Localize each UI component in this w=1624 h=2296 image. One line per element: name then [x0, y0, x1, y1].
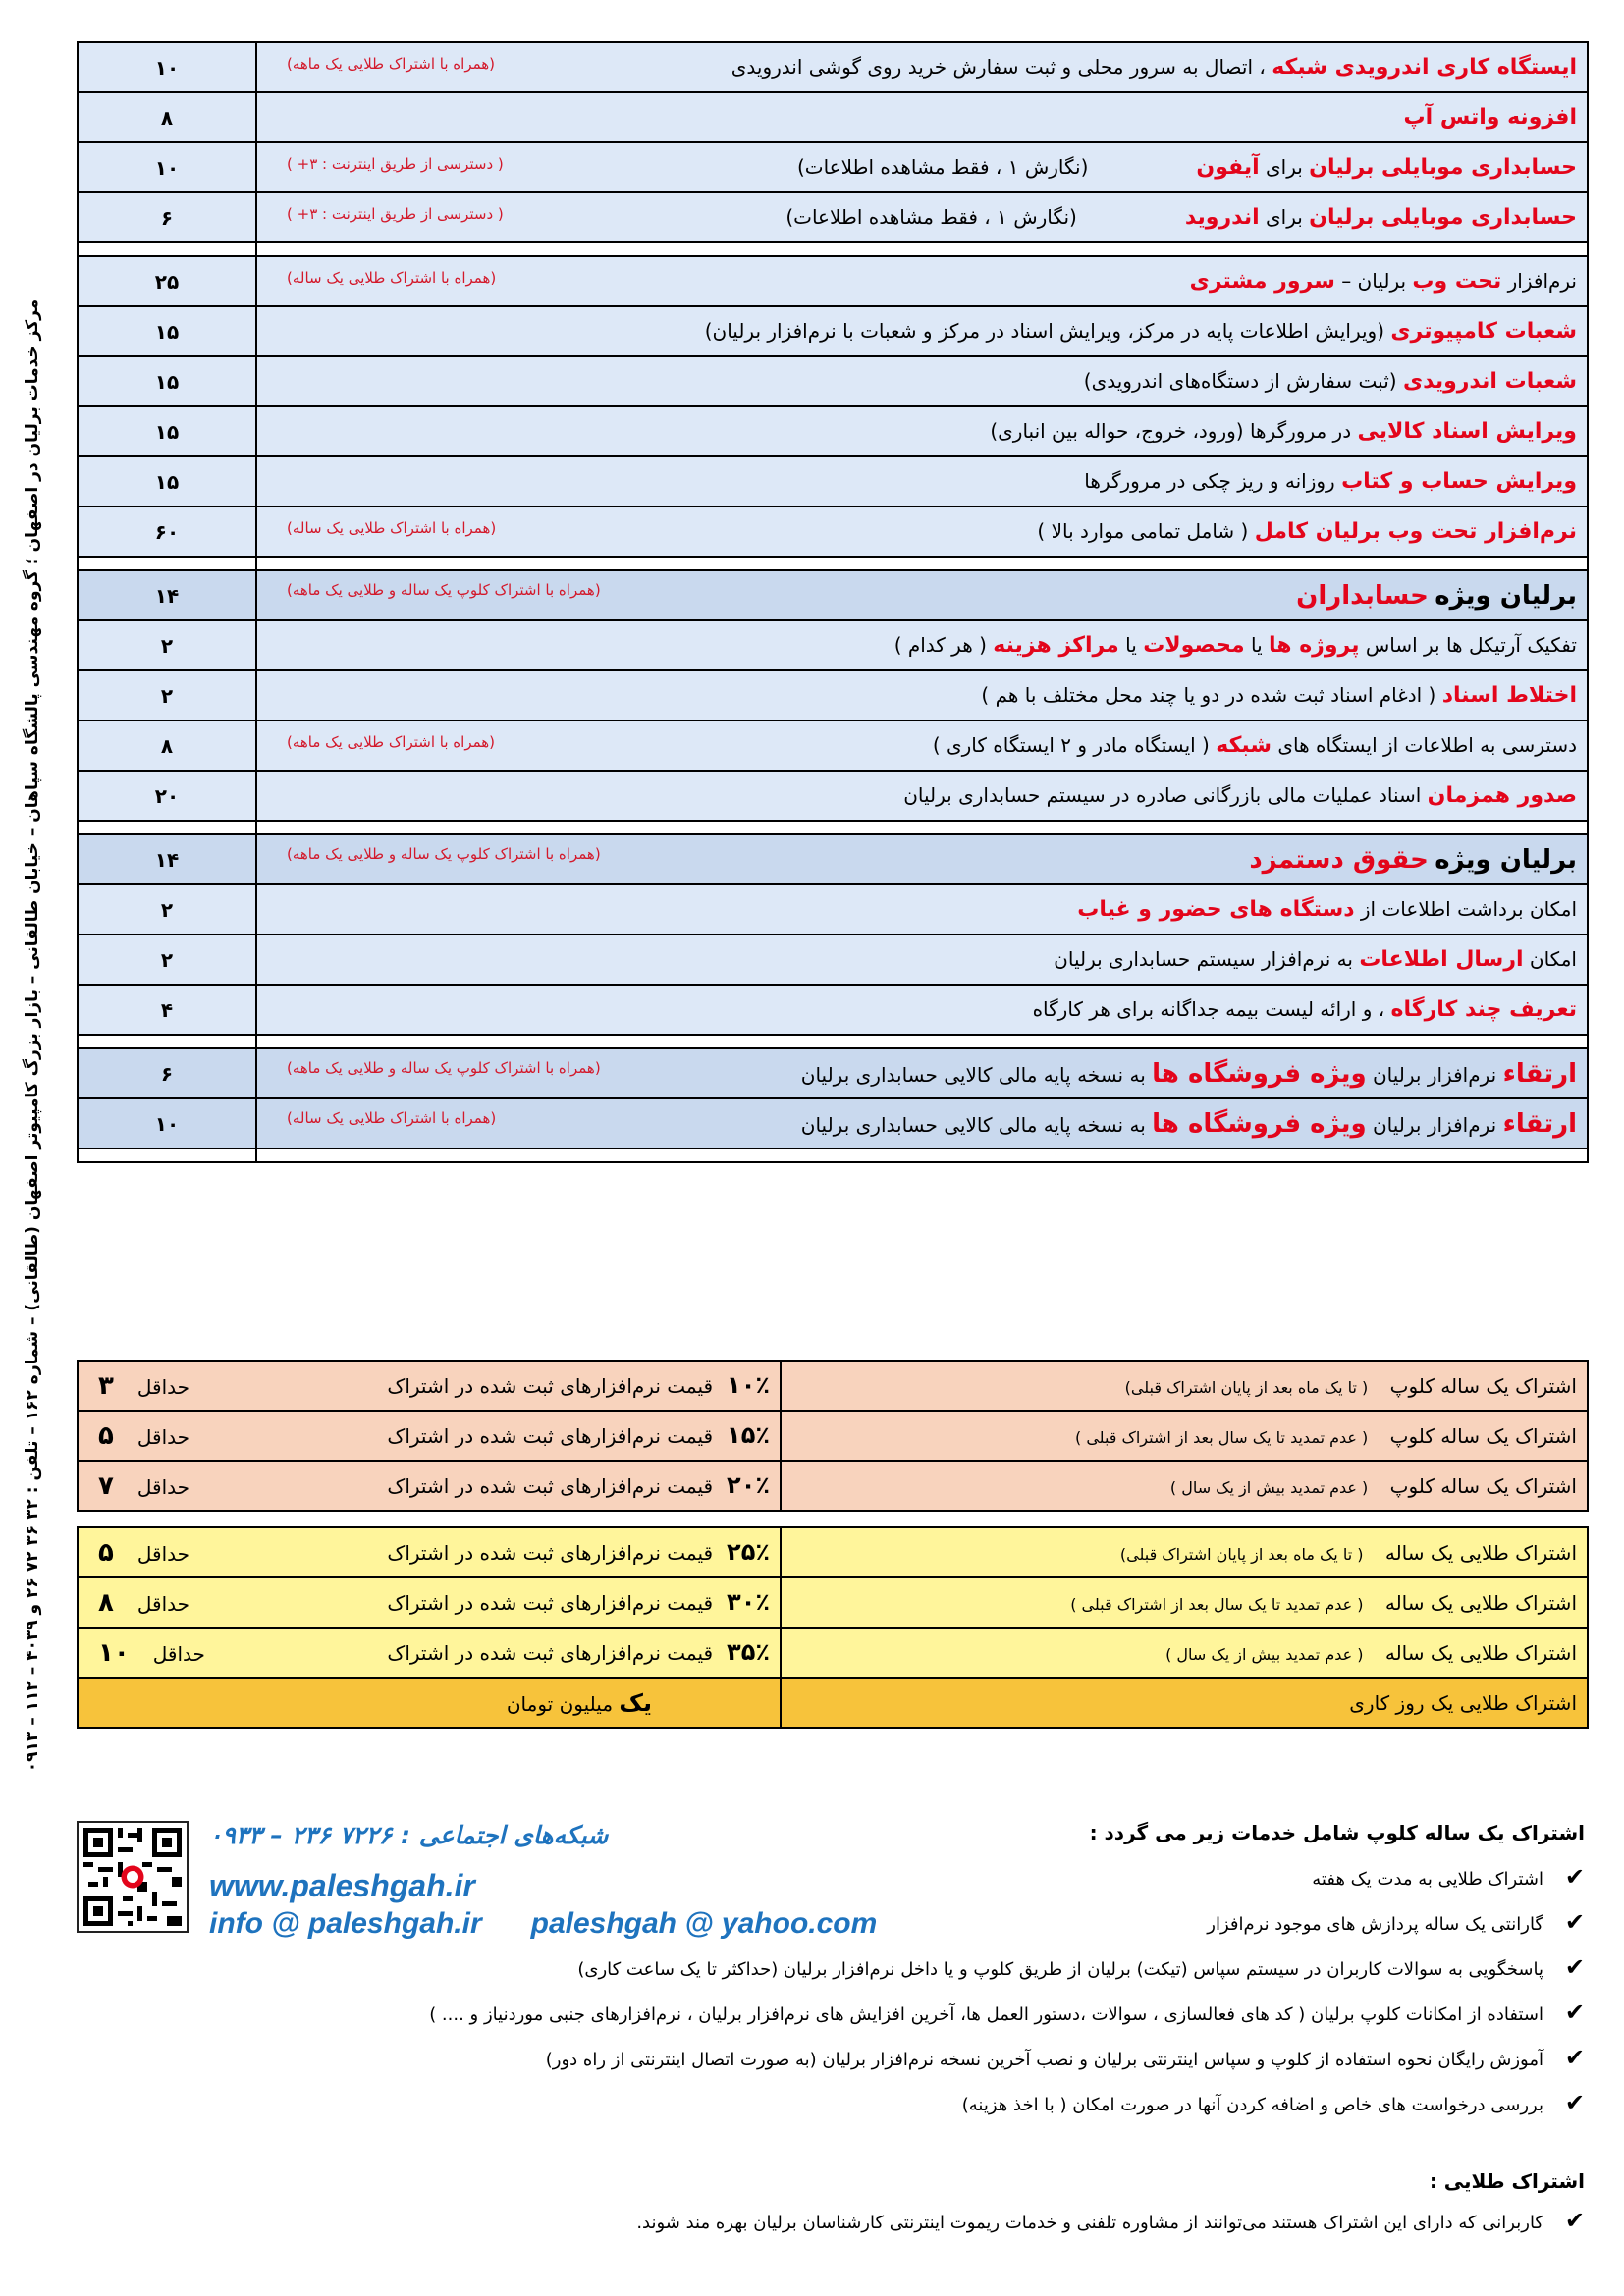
note: (همراه با اشتراک طلایی یک ماهه): [287, 733, 496, 751]
table-row: نرم‌افزار تحت وب برلیان کامل ( شامل تمامی موارد بالا ) (همراه با اشتراک طلایی یک ساله) ۶۰: [78, 507, 1588, 557]
section-title: اشتراک یک ساله کلوپ شامل خدمات زیر می گردد :: [1089, 1821, 1585, 1844]
note: (همراه با اشتراک طلایی یک ساله): [287, 1108, 497, 1127]
club-services: [429, 1821, 1585, 2125]
table-row: امکان برداشت اطلاعات از دستگاه های حضور و غیاب ۲: [78, 884, 1588, 934]
table-row: شعبات کامپیوتری (ویرایش اطلاعات پایه در مرکز، ویرایش اسناد در مرکز و شعبات با نرم‌افزار برلیان) ۱۵: [78, 306, 1588, 356]
check-icon: ✔: [1564, 2089, 1585, 2116]
price: ۱۰: [78, 42, 256, 92]
list-item: ✔استفاده از امکانات کلوپ برلیان ( کد های فعالسازی ، سوالات ،دستور العمل ها، آخرین افزایش های نرم‌افزار برلیان ، نرم‌افزارهای جنبی موردنیاز و .... ): [603, 1990, 1585, 2035]
separator: [78, 1148, 1588, 1162]
table-row: ایستگاه کاری اندرویدی شبکه ، اتصال به سرور محلی و ثبت سفارش خرید روی گوشی اندرویدی (همراه با اشتراک طلایی یک ماهه) ۱۰: [78, 42, 1588, 92]
price: ۴: [78, 985, 256, 1035]
table-row: حسابداری موبایلی برلیان برای آیفون(نگارش ۱ ، فقط مشاهده اطلاعات) ( دسترسی از طریق اینترنت : ۳+ ) ۱۰: [78, 142, 1588, 192]
table-row: حسابداری موبایلی برلیان برای اندروید(نگارش ۱ ، فقط مشاهده اطلاعات) ( دسترسی از طریق اینترنت : ۳+ ) ۶: [78, 192, 1588, 242]
address-text: مرکز خدمات برلیان در اصفهان ؛ گروه مهندسی پالشگاه سپاهان – خیابان طالقانی – بازار بزرگ کامپیوتر اصفهان (طالقانی) – شماره ۱۶۲ – تلفن : ۳۲ ۳۶ ۷۲ ۲۶ و ۴۰۳۹ – ۱۱۲ – ۰۹۱۳: [23, 298, 42, 1773]
table-row: شعبات اندرویدی (ثبت سفارش از دستگاه‌های اندرویدی) ۱۵: [78, 356, 1588, 406]
table-row: ارتقاء نرم‌افزار برلیان ویژه فروشگاه ها به نسخه پایه مالی کالایی حسابداری برلیان (همراه با اشتراک طلایی یک ساله) ۱۰: [78, 1098, 1588, 1148]
table-row: تعریف چند کارگاه ، و ارائه لیست بیمه جداگانه برای هر کارگاه ۴: [78, 985, 1588, 1035]
table-row: اشتراک یک ساله کلوپ ( عدم تمدید بیش از یک سال ) ۲۰٪قیمت نرم‌افزارهای ثبت شده در اشتراک حداقل۷: [78, 1461, 1588, 1511]
note: (همراه با اشتراک طلایی یک ماهه): [287, 55, 496, 73]
price: ۸: [78, 721, 256, 771]
table-row: ویرایش حساب و کتاب روزانه و ریز چکی در مرورگرها ۱۵: [78, 456, 1588, 507]
table-row: تفکیک آرتیکل ها بر اساس پروژه ها یا محصولات یا مراکز هزینه ( هر کدام ) ۲: [78, 620, 1588, 670]
note: (همراه با اشتراک کلوپ یک ساله و طلایی یک ماهه): [287, 844, 601, 863]
separator: [78, 821, 1588, 834]
table-row: اشتراک طلایی یک ساله ( عدم تمدید تا یک سال بعد از اشتراک قبلی ) ۳۰٪قیمت نرم‌افزارهای ثبت شده در اشتراک حداقل۸: [78, 1577, 1588, 1628]
separator: [78, 1035, 1588, 1048]
vertical-address-bar: [18, 265, 47, 1806]
section-header: برلیان ویژه حقوق دستمزد (همراه با اشتراک کلوپ یک ساله و طلایی یک ماهه) ۱۴: [78, 834, 1588, 884]
table-row: اشتراک طلایی یک روز کاری یک میلیون تومان: [78, 1678, 1588, 1728]
price: ۲۰: [78, 771, 256, 821]
table-row: نرم‌افزار تحت وب برلیان – سرور مشتری (همراه با اشتراک طلایی یک ساله) ۲۵: [78, 256, 1588, 306]
item-title: حسابداری موبایلی برلیان: [1309, 155, 1577, 180]
list-item: ✔بررسی درخواست های خاص و اضافه کردن آنها در صورت امکان ( با اخذ هزینه): [603, 2080, 1585, 2125]
note: ( دسترسی از طریق اینترنت : ۳+ ): [287, 155, 504, 173]
check-icon: ✔: [1564, 1908, 1585, 1936]
item-title: حسابداری موبایلی برلیان: [1309, 205, 1577, 230]
list-item: ✔آموزش رایگان نحوه استفاده از کلوپ و سپاس اینترنتی برلیان و نصب آخرین نسخه نرم‌افزار برلیان (به صورت اتصال اینترنتی از راه دور): [603, 2035, 1585, 2080]
list-item: ✔اشتراک طلایی به مدت یک هفته: [603, 1854, 1585, 1899]
table-row: ارتقاء نرم‌افزار برلیان ویژه فروشگاه ها به نسخه پایه مالی کالایی حسابداری برلیان (همراه با اشتراک کلوپ یک ساله و طلایی یک ماهه) ۶: [78, 1048, 1588, 1098]
social-networks-phone: ۰۹۳۳ – ۲۳۶ ۷۲۲۶ : شبکه‌های اجتماعی: [209, 1821, 609, 1849]
table-row: اشتراک یک ساله کلوپ ( عدم تمدید تا یک سال بعد از اشتراک قبلی ) ۱۵٪قیمت نرم‌افزارهای ثبت شده در اشتراک حداقل۵: [78, 1411, 1588, 1461]
table-row: اختلاط اسناد ( ادغام اسناد ثبت شده در دو یا چند محل مختلف با هم ) ۲: [78, 670, 1588, 721]
note: ( دسترسی از طریق اینترنت : ۳+ ): [287, 205, 504, 223]
email-link[interactable]: info @ paleshgah.ir: [209, 1907, 482, 1940]
table-row: اشتراک طلایی یک ساله ( عدم تمدید بیش از یک سال ) ۳۵٪قیمت نرم‌افزارهای ثبت شده در اشتراک حداقل۱۰: [78, 1628, 1588, 1678]
price: ۲۵: [78, 256, 256, 306]
gold-subscription-table: [77, 1526, 1589, 1729]
price: ۱۴: [78, 834, 256, 884]
price: ۱۵: [78, 406, 256, 456]
qr-code-icon: [77, 1821, 189, 1933]
list-item: ✔کاربرانی که دارای این اشتراک هستند می‌توانند از مشاوره تلفنی و خدمات ریموت اینترنتی کارشناسان برلیان بهره مند شوند.: [636, 2207, 1585, 2234]
list-item: ✔پاسخگویی به سوالات کاربران در سیستم سپاس (تیکت) برلیان از طریق کلوپ و یا داخل نرم‌افزار برلیان (حداکثر تا یک ساعت کاری): [603, 1945, 1585, 1990]
gold-services: [636, 2169, 1585, 2234]
price: ۲: [78, 884, 256, 934]
price: ۱۰: [78, 142, 256, 192]
note: (همراه با اشتراک طلایی یک ساله): [287, 519, 497, 537]
table-row: [78, 92, 1588, 142]
list-item: ✔گارانتی یک ساله پردازش های موجود نرم‌افزار: [603, 1899, 1585, 1945]
price: ۲: [78, 670, 256, 721]
price: ۱۵: [78, 456, 256, 507]
services-list: [429, 1854, 1585, 2125]
note: (همراه با اشتراک طلایی یک ساله): [287, 269, 497, 287]
club-subscription-table: [77, 1360, 1589, 1512]
price: ۱۵: [78, 306, 256, 356]
email-link[interactable]: paleshgah @ yahoo.com: [530, 1907, 878, 1940]
separator: [78, 242, 1588, 256]
table-row: صدور همزمان اسناد عملیات مالی بازرگانی صادره در سیستم حسابداری برلیان ۲۰: [78, 771, 1588, 821]
table-row: امکان ارسال اطلاعات به نرم‌افزار سیستم حسابداری برلیان ۲: [78, 934, 1588, 985]
note: (همراه با اشتراک کلوپ یک ساله و طلایی یک ماهه): [287, 1058, 601, 1077]
price: ۱۵: [78, 356, 256, 406]
table-row: اشتراک یک ساله کلوپ ( تا یک ماه بعد از پایان اشتراک قبلی) ۱۰٪قیمت نرم‌افزارهای ثبت شده در اشتراک حداقل۳: [78, 1361, 1588, 1411]
price: ۶۰: [78, 507, 256, 557]
price: ۶: [78, 1048, 256, 1098]
price: ۸: [78, 92, 256, 142]
table-row: ویرایش اسناد کالایی در مرورگرها (ورود، خروج، حواله بین انباری) ۱۵: [78, 406, 1588, 456]
table-row: اشتراک طلایی یک ساله ( تا یک ماه بعد از پایان اشتراک قبلی) ۲۵٪قیمت نرم‌افزارهای ثبت شده در اشتراک حداقل۵: [78, 1527, 1588, 1577]
price: ۱۰: [78, 1098, 256, 1148]
check-icon: ✔: [1564, 2207, 1585, 2234]
price-table: [77, 41, 1589, 1163]
price: ۲: [78, 934, 256, 985]
item-title: ایستگاه کاری اندرویدی شبکه: [1272, 55, 1577, 80]
price: ۶: [78, 192, 256, 242]
item-title: افزونه واتس آپ: [1403, 105, 1577, 130]
separator: [78, 557, 1588, 570]
price: ۱۴: [78, 570, 256, 620]
website-link[interactable]: www.paleshgah.ir: [209, 1868, 475, 1903]
section-title: اشتراک طلایی :: [1429, 2169, 1585, 2193]
price: ۲: [78, 620, 256, 670]
check-icon: ✔: [1564, 1999, 1585, 2026]
check-icon: ✔: [1564, 2044, 1585, 2071]
section-header: برلیان ویژه حسابداران (همراه با اشتراک کلوپ یک ساله و طلایی یک ماهه) ۱۴: [78, 570, 1588, 620]
check-icon: ✔: [1564, 1863, 1585, 1891]
table-row: دسترسی به اطلاعات از ایستگاه های شبکه ( ایستگاه مادر و ۲ ایستگاه کاری ) (همراه با اشتراک طلایی یک ماهه) ۸: [78, 721, 1588, 771]
check-icon: ✔: [1564, 1953, 1585, 1981]
note: (همراه با اشتراک کلوپ یک ساله و طلایی یک ماهه): [287, 580, 601, 599]
